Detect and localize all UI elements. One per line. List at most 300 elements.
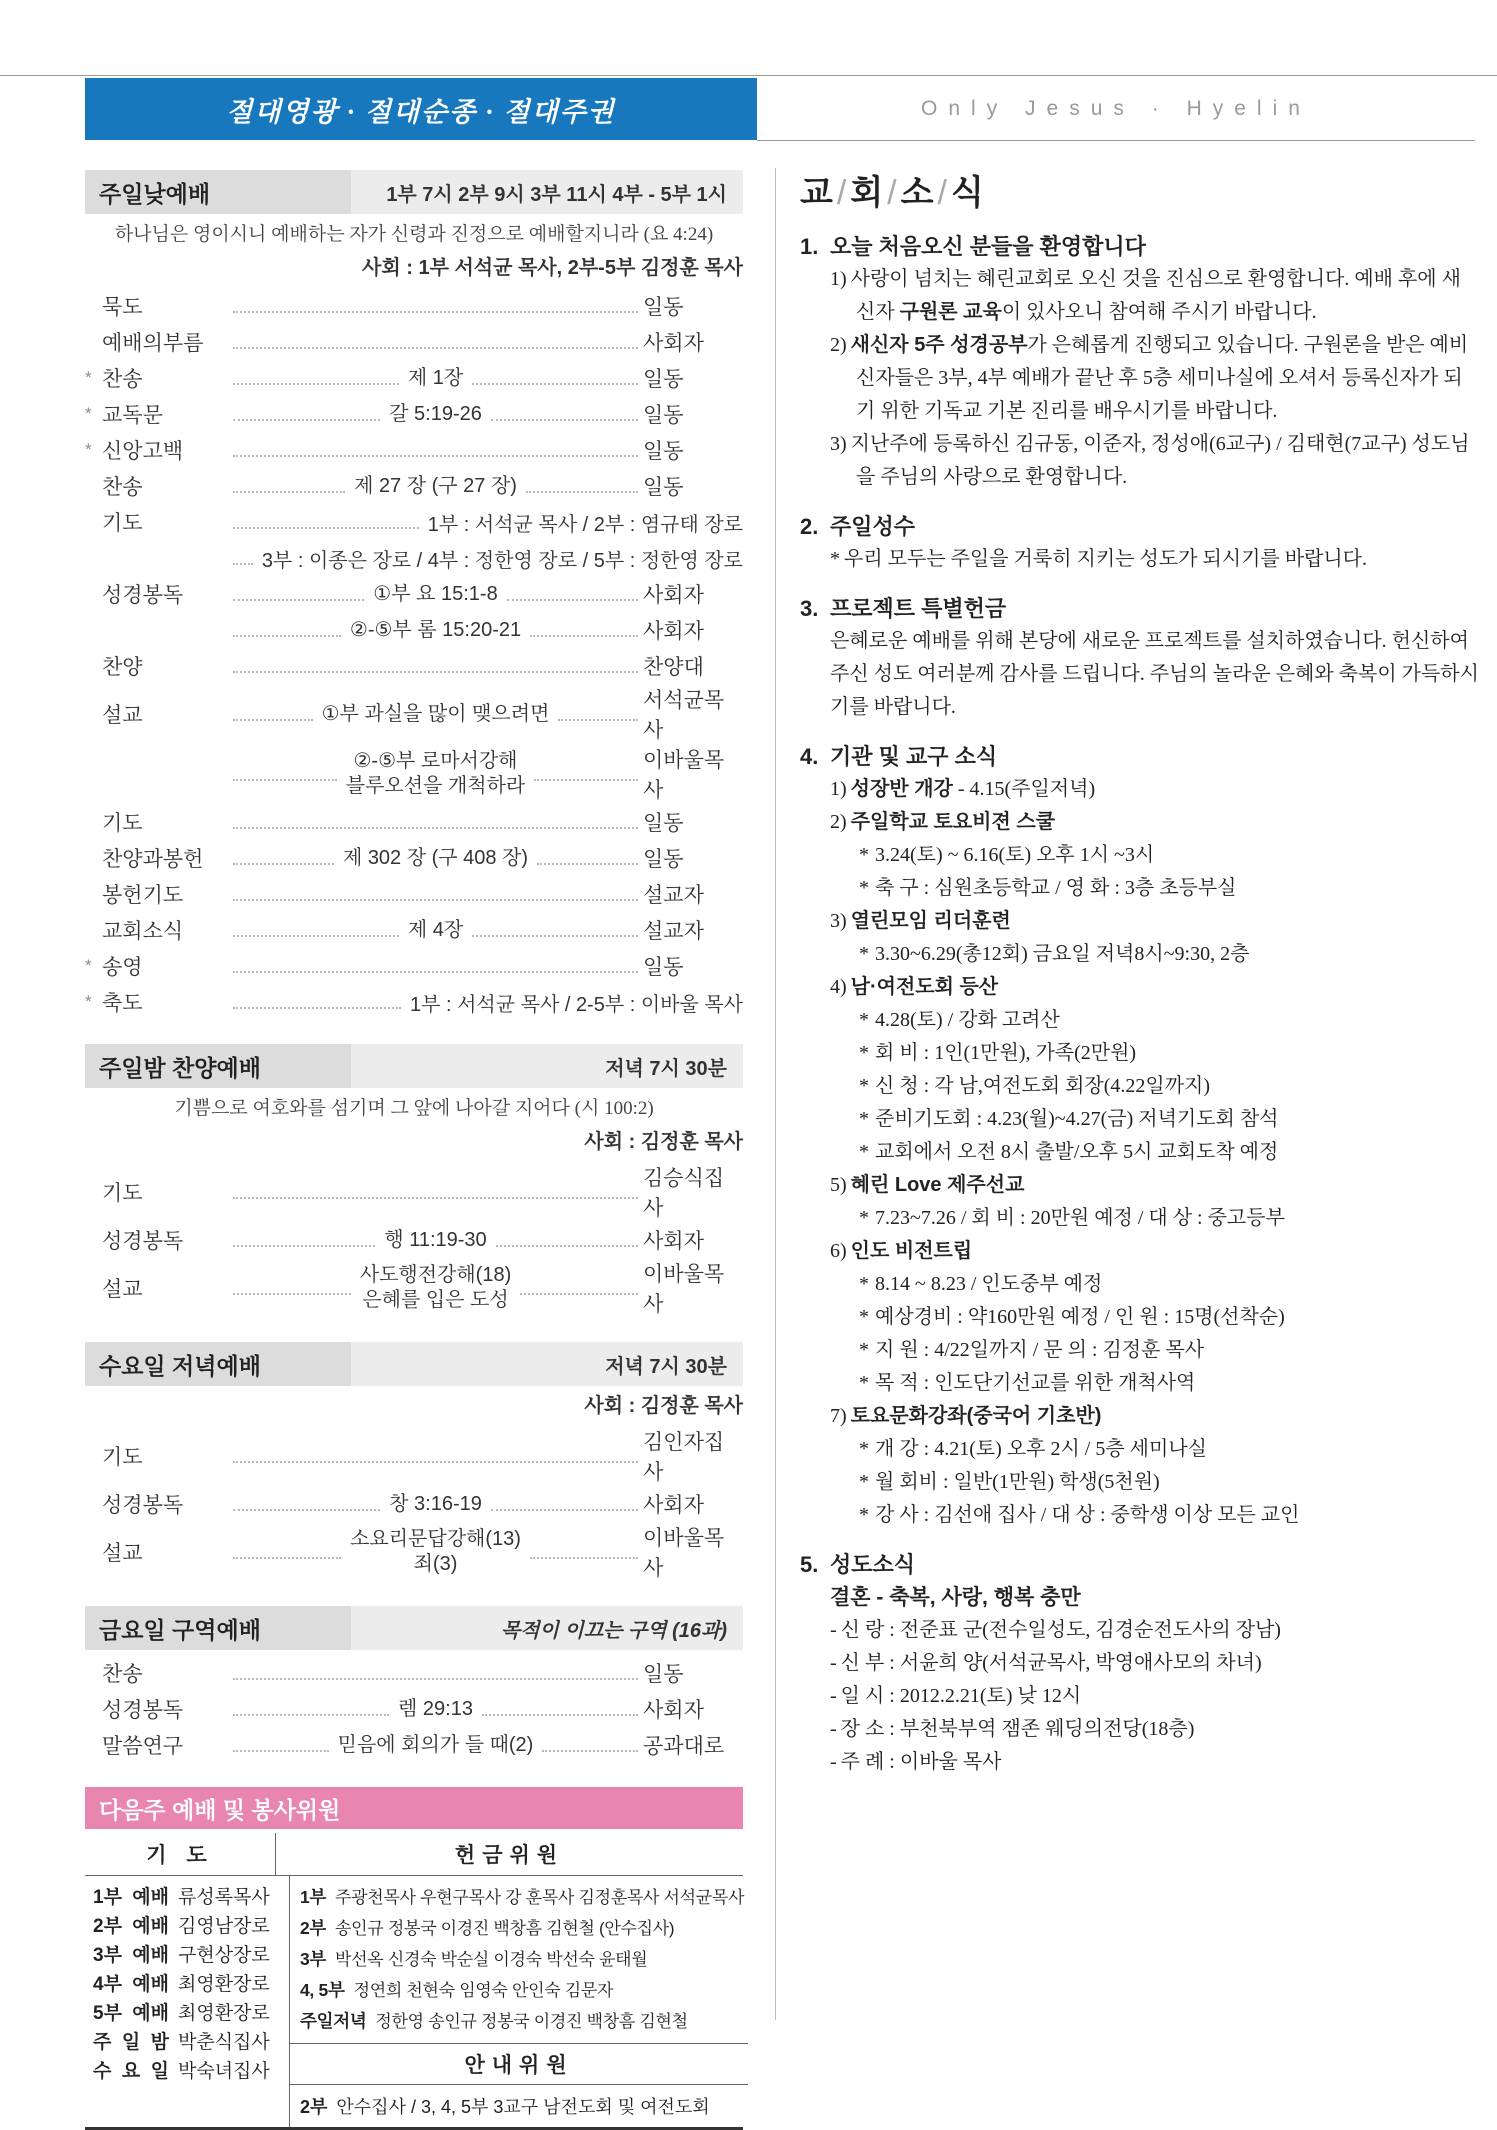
order-detail: ①부 요 15:1-8 — [373, 582, 498, 605]
prayer-row — [93, 1883, 283, 1912]
service-title: 주일낮예배 — [85, 170, 351, 214]
dotted-leader — [233, 707, 313, 721]
subitem-text: 예상경비 : 약160만원 예정 / 인 원 : 15명(선착순) — [875, 1306, 1285, 1328]
dotted-leader — [233, 407, 380, 421]
dotted-leader — [233, 1738, 329, 1752]
worship-row — [85, 804, 743, 840]
guide-names: 안수집사 / 3, 4, 5부 3교구 남전도회 및 여전도회 — [336, 2097, 710, 2117]
dotted-leader — [233, 623, 341, 637]
worship-row — [85, 468, 743, 504]
service-part-label: 2부 예배 — [93, 1916, 169, 1937]
offering-names: 정한영 송인규 정봉국 이경진 백창흠 김현철 — [375, 2012, 688, 2031]
service-section — [85, 1606, 743, 1763]
guide-row — [290, 2085, 748, 2127]
service-part-label: 1부 — [300, 1887, 327, 1907]
worship-row — [85, 1222, 743, 1258]
order-assignee: 일동 — [643, 848, 684, 871]
order-star-mark: * — [85, 956, 92, 975]
service-title: 금요일 구역예배 — [85, 1606, 351, 1650]
order-assignee: 설교자 — [643, 920, 704, 943]
header-motto-box — [757, 78, 1475, 141]
slash-separator: / — [836, 174, 848, 212]
offering-names: 송인규 정봉국 이경진 백창흠 김현철 (안수집사) — [335, 1919, 675, 1938]
dotted-leader — [558, 707, 638, 721]
service-part-label: 4부 예배 — [93, 1974, 169, 1995]
news-subitem — [859, 1301, 1480, 1334]
order-assignee: 일동 — [643, 956, 684, 979]
news-section-heading: 프로젝트 특별헌금 — [830, 596, 1007, 621]
news-section-title — [800, 511, 1480, 543]
service-moderator: 사회 : 1부 서석균 목사, 2부-5부 김정훈 목사 — [362, 257, 743, 279]
prayer-person: 박춘식집사 — [178, 2032, 270, 2053]
service-header-bar — [85, 1044, 743, 1088]
news-item — [830, 806, 1480, 839]
worship-row — [85, 948, 743, 984]
service-times: 저녁 7시 30분 — [351, 1044, 743, 1088]
news-section — [800, 741, 1480, 1532]
worship-row — [85, 612, 743, 648]
news-subitem — [859, 1004, 1480, 1037]
prayer-person: 김영남장로 — [178, 1916, 270, 1937]
service-moderator: 사회 : 김정훈 목사 — [584, 1131, 743, 1153]
item-marker: 5) — [830, 1174, 847, 1196]
service-part-label: 5부 예배 — [93, 2003, 169, 2024]
order-detail: 1부 : 서석균 목사 / 2-5부 : 이바울 목사 — [410, 993, 743, 1016]
news-section-title — [800, 1549, 1480, 1581]
news-subitem — [859, 839, 1480, 872]
news-title-char: 소 — [900, 174, 935, 212]
service-times: 저녁 7시 30분 — [351, 1342, 743, 1386]
news-section-heading: 주일성수 — [830, 514, 916, 539]
worship-row — [85, 684, 743, 744]
news-section-number: 3. — [800, 596, 819, 621]
worship-row — [85, 984, 743, 1020]
order-label: 설교 — [102, 1542, 143, 1565]
order-assignee: 일동 — [643, 296, 684, 319]
worship-row — [85, 1522, 743, 1582]
item-marker: 7) — [830, 1405, 847, 1427]
order-assignee: 일동 — [643, 440, 684, 463]
order-star-mark: * — [85, 440, 92, 459]
item-text: 일 시 : 2012.2.21(토) 낮 12시 — [840, 1685, 1082, 1707]
subitem-marker: * — [859, 844, 869, 866]
news-section — [800, 511, 1480, 576]
subitem-text: 준비기도회 : 4.23(월)~4.27(금) 저녁기도회 참석 — [875, 1108, 1279, 1130]
subitem-text: 3.30~6.29(총12회) 금요일 저녁8시~9:30, 2층 — [875, 943, 1250, 965]
news-subitem — [859, 1334, 1480, 1367]
order-label: 예배의부름 — [102, 332, 204, 355]
subitem-text: 개 강 : 4.21(토) 오후 2시 / 5층 세미나실 — [875, 1438, 1207, 1460]
guide-assignment — [300, 2093, 744, 2119]
item-marker: - — [830, 1685, 837, 1707]
order-assignee: 일동 — [643, 812, 684, 835]
order-assignee: 서석균목사 — [643, 689, 725, 742]
service-part-label: 2부 — [300, 1918, 327, 1938]
news-item — [830, 971, 1480, 1004]
dotted-leader — [491, 1497, 638, 1511]
worship-row — [85, 540, 743, 576]
dotted-leader — [472, 923, 638, 937]
offering-column-header: 헌금위원 — [454, 1844, 565, 1867]
dotted-leader — [233, 1545, 341, 1559]
service-section — [85, 1342, 743, 1582]
subitem-marker: * — [859, 1075, 869, 1097]
order-label: 찬송 — [102, 1663, 143, 1686]
worship-row — [85, 576, 743, 612]
order-label: 기도 — [102, 812, 143, 835]
order-assignee: 찬양대 — [643, 656, 704, 679]
order-detail: 창 3:16-19 — [389, 1492, 482, 1515]
subitem-marker: * — [859, 1141, 869, 1163]
item-text: 혜린 Love 제주선교 — [850, 1174, 1025, 1196]
service-times: 1부 7시 2부 9시 3부 11시 4부 - 5부 1시 — [351, 170, 743, 214]
news-item — [830, 773, 1480, 806]
subitem-marker: * — [859, 1306, 869, 1328]
order-label: 찬양과봉헌 — [102, 848, 204, 871]
order-detail: ②-⑤부 로마서강해 블루오션을 개척하라 — [345, 750, 526, 797]
committee-grid — [85, 1833, 743, 2130]
offering-row — [300, 1944, 744, 1975]
dotted-leader — [233, 659, 638, 673]
dotted-leader — [233, 371, 399, 385]
order-label: 성경봉독 — [102, 1494, 184, 1517]
item-text: 성장반 개강 - 4.15(주일저녁) — [850, 778, 1096, 800]
worship-row — [85, 1691, 743, 1727]
order-detail: ①부 과실을 많이 맺으려면 — [321, 702, 550, 725]
prayer-rows — [85, 1876, 290, 2127]
committee-header-row — [85, 1833, 743, 1876]
news-subitem — [859, 1136, 1480, 1169]
news-title-char: 회 — [850, 174, 885, 212]
worship-row — [85, 1162, 743, 1222]
news-item — [830, 263, 1480, 329]
order-label: 축도 — [102, 992, 143, 1015]
worship-row — [85, 1486, 743, 1522]
news-item — [830, 428, 1480, 494]
worship-row — [85, 912, 743, 948]
worship-row — [85, 432, 743, 468]
dotted-leader — [526, 479, 638, 493]
order-assignee: 일동 — [643, 368, 684, 391]
news-section-number: 5. — [800, 1552, 819, 1577]
order-label: 교독문 — [102, 404, 163, 427]
dotted-leader — [233, 443, 638, 457]
service-part-label: 4, 5부 — [300, 1980, 345, 2000]
dotted-leader — [233, 887, 638, 901]
news-section-number: 2. — [800, 514, 819, 539]
dotted-leader — [530, 1545, 638, 1559]
dotted-leader — [233, 1185, 638, 1199]
subitem-text: 신 청 : 각 남,여전도회 회장(4.22일까지) — [875, 1075, 1211, 1097]
services — [85, 170, 743, 1763]
news-subitem — [859, 1499, 1480, 1532]
dotted-leader — [520, 1281, 638, 1295]
order-detail: 1부 : 서석균 목사 / 2부 : 염규태 장로 — [427, 513, 743, 536]
order-star-mark: * — [85, 368, 92, 387]
offering-row — [300, 2006, 744, 2037]
guide-column-header: 안내위원 — [290, 2043, 748, 2085]
dotted-leader — [233, 1233, 375, 1247]
subitem-marker: * — [859, 1009, 869, 1031]
order-assignee: 사회자 — [643, 1494, 704, 1517]
subitem-text: 7.23~7.26 / 회 비 : 20만원 예정 / 대 상 : 중고등부 — [875, 1207, 1285, 1229]
news-section — [800, 231, 1480, 494]
subitem-text: 회 비 : 1인(1만원), 가족(2만원) — [875, 1042, 1137, 1064]
prayer-row — [93, 1999, 283, 2028]
service-header-bar — [85, 1342, 743, 1386]
committee-table — [85, 1787, 743, 2130]
order-label: 송영 — [102, 956, 143, 979]
prayer-row — [93, 1970, 283, 1999]
news-item — [830, 1169, 1480, 1202]
header-banner — [85, 78, 757, 140]
subitem-text: 지 원 : 4/22일까지 / 문 의 : 김정훈 목사 — [875, 1339, 1205, 1361]
offering-names: 주광천목사 우현구목사 강 훈목사 김정훈목사 서석균목사 — [335, 1888, 745, 1907]
item-text: 주 례 : 이바울 목사 — [840, 1751, 1002, 1773]
item-text: 사랑이 넘치는 혜린교회로 오신 것을 진심으로 환영합니다. 예배 후에 새신자 구원론 교육이 있사오니 참여해 주시기 바랍니다. — [850, 268, 1461, 323]
order-label: 찬양 — [102, 656, 143, 679]
subitem-marker: * — [859, 1207, 869, 1229]
offering-names: 정연희 천현숙 임영숙 안인숙 김문자 — [353, 1981, 614, 2000]
news-item — [830, 1680, 1480, 1713]
dotted-leader — [472, 371, 638, 385]
service-part-label: 3부 예배 — [93, 1945, 169, 1966]
news-subitem — [859, 1466, 1480, 1499]
dotted-leader — [233, 815, 638, 829]
news-section — [800, 593, 1480, 724]
dotted-leader — [233, 1497, 380, 1511]
item-text: 주일학교 토요비젼 스쿨 — [850, 811, 1055, 833]
worship-row — [85, 1655, 743, 1691]
subitem-text: 4.28(토) / 강화 고려산 — [875, 1009, 1060, 1031]
order-detail: 3부 : 이종은 장로 / 4부 : 정한영 장로 / 5부 : 정한영 장로 — [261, 549, 743, 572]
dotted-leader — [233, 995, 401, 1009]
service-part-label: 수 요 일 — [93, 2061, 169, 2082]
order-detail: ②-⑤부 롬 15:20-21 — [349, 618, 522, 641]
worship-row — [85, 648, 743, 684]
dotted-leader — [233, 551, 253, 565]
news-section-heading: 오늘 처음오신 분들을 환영합니다 — [830, 234, 1146, 259]
prayer-person: 박숙녀집사 — [178, 2061, 270, 2082]
offering-rows — [290, 1876, 748, 2043]
subitem-marker: * — [859, 877, 869, 899]
order-assignee: 이바울목사 — [643, 1263, 725, 1316]
order-assignee: 사회자 — [643, 620, 704, 643]
item-text: 신 랑 : 전준표 군(전수일성도, 김경순전도사의 장남) — [840, 1619, 1281, 1641]
subitem-text: 강 사 : 김선애 집사 / 대 상 : 중학생 이상 모든 교인 — [875, 1504, 1300, 1526]
order-assignee: 일동 — [643, 476, 684, 499]
offering-row — [300, 1882, 744, 1913]
prayer-person: 구현상장로 — [178, 1945, 270, 1966]
order-assignee: 사회자 — [643, 332, 704, 355]
slash-separator: / — [887, 174, 898, 212]
dotted-leader — [233, 299, 638, 313]
worship-row — [85, 876, 743, 912]
subitem-marker: * — [859, 1438, 869, 1460]
subitem-marker: * — [859, 1339, 869, 1361]
news-item — [830, 1713, 1480, 1746]
worship-row — [85, 744, 743, 804]
banner-slogan: 절대영광 · 절대순종 · 절대주권 — [226, 96, 616, 127]
item-marker: 6) — [830, 1240, 847, 1262]
order-detail: 제 4장 — [407, 918, 464, 941]
dotted-leader — [534, 767, 638, 781]
item-marker: - — [830, 1751, 837, 1773]
news-item — [830, 1614, 1480, 1647]
news-sections — [800, 231, 1480, 1779]
subitem-text: 목 적 : 인도단기선교를 위한 개척사역 — [875, 1372, 1196, 1394]
order-assignee: 일동 — [643, 404, 684, 427]
dotted-leader — [233, 479, 345, 493]
order-label: 말씀연구 — [102, 1735, 184, 1758]
subitem-marker: * — [859, 1504, 869, 1526]
news-column — [800, 165, 1480, 1779]
worship-row — [85, 1727, 743, 1763]
news-item — [830, 329, 1480, 428]
order-label: 설교 — [102, 704, 143, 727]
item-text: 우리 모두는 주일을 거룩히 지키는 성도가 되시기를 바랍니다. — [844, 548, 1367, 570]
order-label: 신앙고백 — [102, 440, 184, 463]
news-subitem — [859, 1268, 1480, 1301]
offering-row — [300, 1975, 744, 2006]
news-title-char: 교 — [800, 174, 834, 212]
item-text: 지난주에 등록하신 김규동, 이준자, 정성애(6교구) / 김태현(7교구) 성도님을 주님의 사랑으로 환영합니다. — [850, 433, 1470, 488]
news-item — [830, 543, 1480, 576]
prayer-column-header: 기 도 — [85, 1833, 276, 1875]
worship-row — [85, 324, 743, 360]
dotted-leader — [233, 587, 364, 601]
order-assignee: 일동 — [643, 1663, 684, 1686]
order-assignee: 김승식집사 — [643, 1167, 725, 1220]
news-subitem — [859, 1070, 1480, 1103]
news-item — [830, 1235, 1480, 1268]
news-section-title — [800, 593, 1480, 625]
order-label: 설교 — [102, 1278, 143, 1301]
order-detail: 제 302 장 (구 408 장) — [342, 846, 529, 869]
order-assignee: 사회자 — [643, 1230, 704, 1253]
news-item — [830, 905, 1480, 938]
news-item — [830, 1400, 1480, 1433]
prayer-person: 최영환장로 — [178, 1974, 270, 1995]
order-assignee: 설교자 — [643, 884, 704, 907]
news-section-heading: 성도소식 — [830, 1552, 916, 1577]
header-top-rule — [0, 75, 1497, 76]
news-subitem — [859, 872, 1480, 905]
order-detail: 제 1장 — [407, 366, 464, 389]
dotted-leader — [233, 335, 638, 349]
news-subtitle: 결혼 - 축복, 사랑, 행복 충만 — [830, 1586, 1081, 1609]
committee-body — [85, 1876, 743, 2127]
dotted-leader — [482, 1702, 638, 1716]
subitem-text: 3.24(토) ~ 6.16(토) 오후 1시 ~3시 — [875, 844, 1155, 866]
offering-names: 박선옥 신경숙 박순실 이경숙 박선숙 윤태월 — [335, 1950, 648, 1969]
news-subitem — [859, 1367, 1480, 1400]
subitem-text: 8.14 ~ 8.23 / 인도중부 예정 — [875, 1273, 1103, 1295]
order-label: 기도 — [102, 1182, 143, 1205]
order-label: 찬송 — [102, 476, 143, 499]
offering-row — [300, 1913, 744, 1944]
order-detail: 소요리문답강해(13) 죄(3) — [350, 1528, 521, 1575]
news-paragraph: 은혜로운 예배를 위해 본당에 새로운 프로젝트를 설치하였습니다. 헌신하여 주신 성도 여러분께 감사를 드립니다. 주님의 놀라운 은혜와 축복이 가득하시기를 바랍니다. — [830, 630, 1479, 718]
worship-column — [85, 170, 743, 2130]
worship-row — [85, 840, 743, 876]
subitem-marker: * — [859, 1273, 869, 1295]
news-section-number: 4. — [800, 744, 819, 769]
news-subitem — [859, 1103, 1480, 1136]
item-text: 남·여전도회 등산 — [850, 976, 999, 998]
dotted-leader — [233, 1702, 389, 1716]
item-marker: - — [830, 1652, 837, 1674]
slash-separator: / — [937, 174, 948, 212]
order-assignee: 김인자집사 — [643, 1431, 725, 1484]
dotted-leader — [233, 1449, 638, 1463]
subitem-marker: * — [859, 1042, 869, 1064]
item-marker: 3) — [830, 433, 847, 455]
order-label: 묵도 — [102, 296, 143, 319]
item-marker: 2) — [830, 334, 847, 356]
dotted-leader — [233, 515, 419, 529]
column-divider — [775, 168, 776, 2020]
order-assignee: 사회자 — [643, 584, 704, 607]
subitem-text: 월 회비 : 일반(1만원) 학생(5천원) — [875, 1471, 1160, 1493]
dotted-leader — [507, 587, 638, 601]
prayer-row — [93, 2057, 283, 2086]
dotted-leader — [233, 923, 399, 937]
committee-title: 다음주 예배 및 봉사위원 — [99, 1796, 341, 1823]
order-label: 기도 — [102, 512, 143, 535]
item-marker: * — [830, 548, 840, 570]
news-subitem — [859, 938, 1480, 971]
service-header-bar — [85, 170, 743, 214]
dotted-leader — [233, 959, 638, 973]
item-text: 새신자 5주 성경공부가 은혜롭게 진행되고 있습니다. 구원론을 받은 예비 신자들은 3부, 4부 예배가 끝난 후 5층 세미나실에 오셔서 등록신자가 되기 위한 기독교 기본 진리를 배우시기를 바랍니다. — [850, 334, 1469, 422]
service-part-label: 3부 — [300, 1949, 327, 1969]
news-subitem — [859, 1037, 1480, 1070]
order-star-mark: * — [85, 404, 92, 423]
service-verse: 하나님은 영이시니 예배하는 자가 신령과 진정으로 예배할지니라 (요 4:24) — [114, 224, 714, 245]
worship-row — [85, 1426, 743, 1486]
news-item — [830, 1647, 1480, 1680]
item-text: 신 부 : 서윤희 양(서석균목사, 박영애사모의 차녀) — [840, 1652, 1262, 1674]
prayer-row — [93, 2028, 283, 2057]
order-detail: 갈 5:19-26 — [389, 402, 482, 425]
order-assignee: 이바울목사 — [643, 749, 725, 802]
worship-row — [85, 360, 743, 396]
service-order-list — [85, 1426, 743, 1582]
item-text: 장 소 : 부천북부역 잼존 웨딩의전당(18층) — [840, 1718, 1195, 1740]
item-marker: 4) — [830, 976, 847, 998]
order-detail: 행 11:19-30 — [384, 1228, 487, 1251]
item-marker: 1) — [830, 268, 847, 290]
prayer-row — [93, 1941, 283, 1970]
order-assignee: 이바울목사 — [643, 1527, 725, 1580]
order-label: 성경봉독 — [102, 1699, 184, 1722]
service-title: 수요일 저녁예배 — [85, 1342, 351, 1386]
service-part-label: 1부 예배 — [93, 1887, 169, 1908]
committee-title-bar — [85, 1787, 743, 1829]
subitem-text: 축 구 : 심원초등학교 / 영 화 : 3층 초등부실 — [875, 877, 1237, 899]
worship-row — [85, 504, 743, 540]
dotted-leader — [233, 851, 334, 865]
service-moderator: 사회 : 김정훈 목사 — [584, 1395, 743, 1417]
header-motto: Only Jesus · Hyelin — [921, 97, 1311, 120]
service-section — [85, 1044, 743, 1318]
item-marker: - — [830, 1718, 837, 1740]
service-title: 주일밤 찬양예배 — [85, 1044, 351, 1088]
order-label: 찬송 — [102, 368, 143, 391]
service-header-bar — [85, 1606, 743, 1650]
item-text: 인도 비전트립 — [850, 1240, 973, 1262]
